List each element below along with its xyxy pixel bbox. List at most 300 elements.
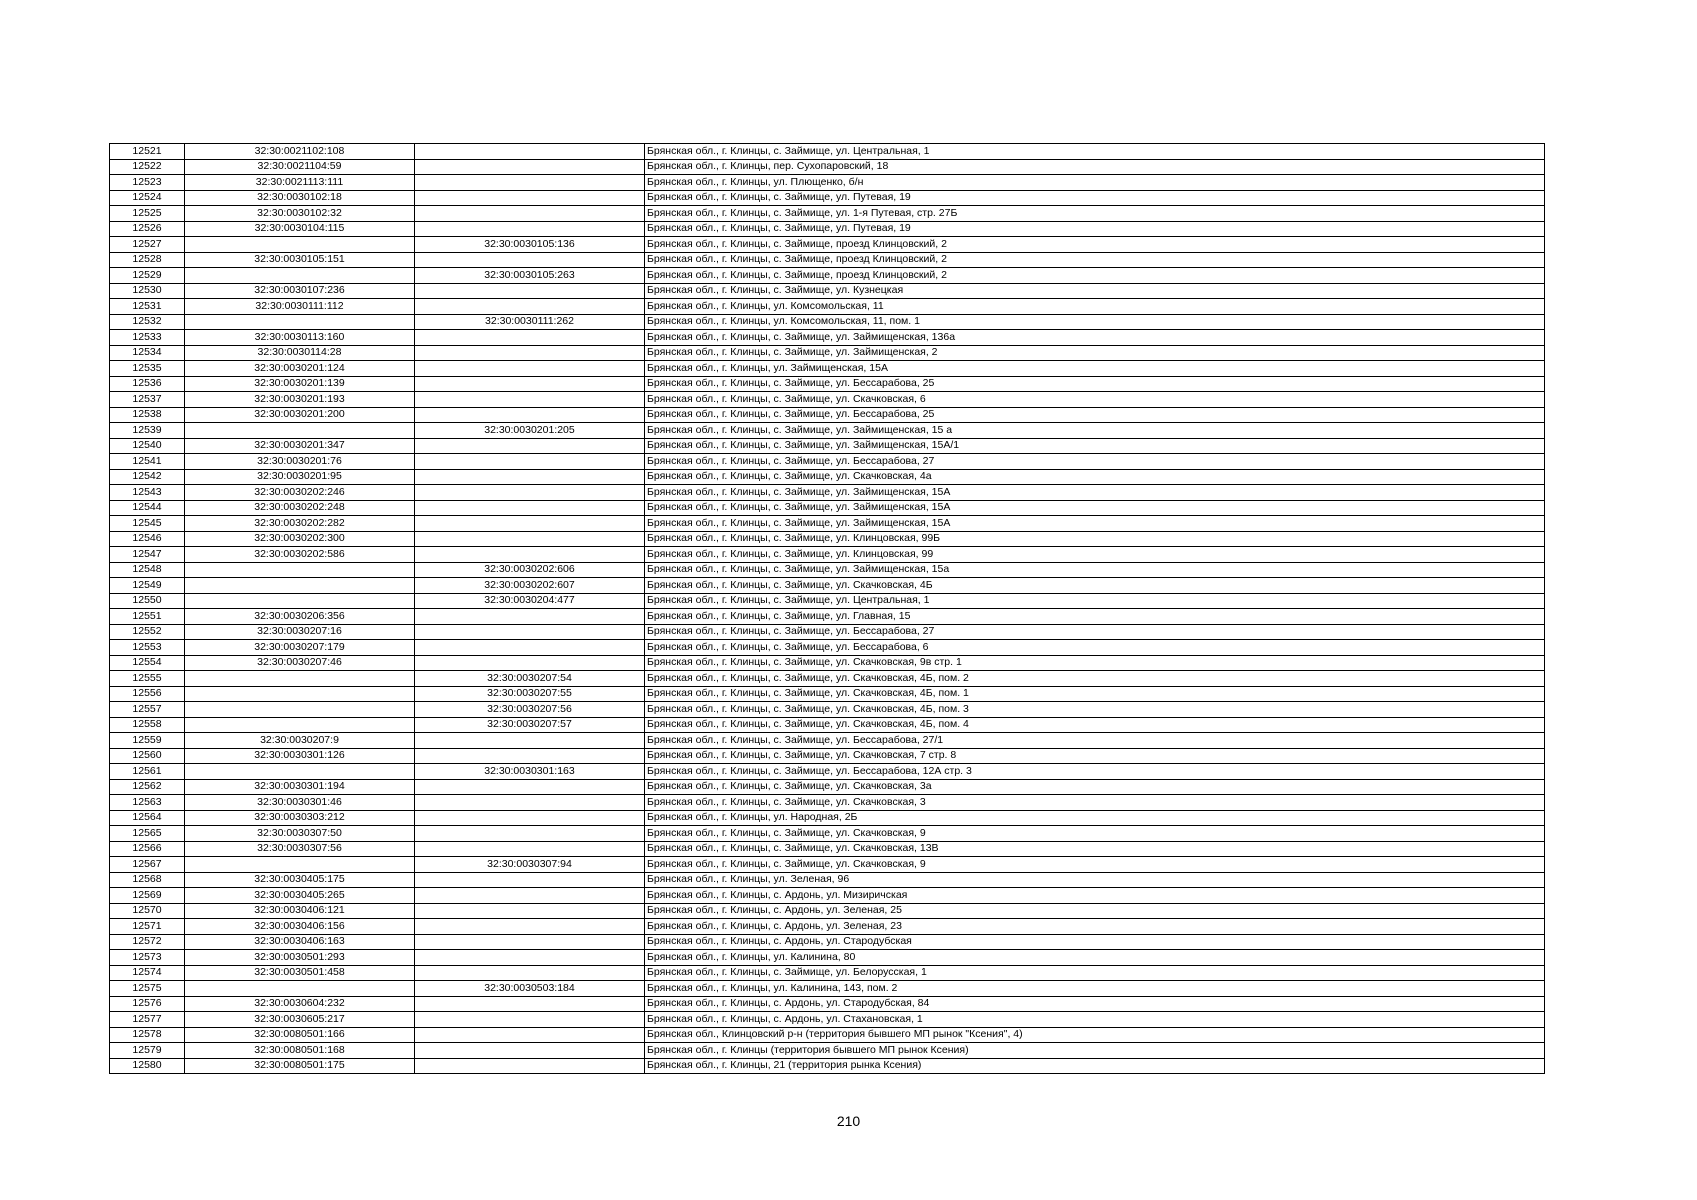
table-row (110, 175, 1545, 191)
cadastral-number-alt-cell: 32:30:0030105:136 (415, 237, 645, 253)
cadastral-number-cell: 32:30:0030201:347 (185, 438, 415, 454)
row-number: 12536 (110, 376, 185, 392)
cadastral-number-cell: 32:30:0030201:200 (185, 407, 415, 423)
address-cell: Брянская обл., г. Клинцы, ул. Калинина, 80 (645, 950, 1545, 966)
cadastral-number-cell: 32:30:0021102:108 (185, 144, 415, 160)
address-cell: Брянская обл., г. Клинцы, ул. Займищенская, 15А (645, 361, 1545, 377)
address-cell: Брянская обл., г. Клинцы, с. Займище, ул. Займищенская, 15А (645, 485, 1545, 501)
row-number: 12521 (110, 144, 185, 160)
address-cell: Брянская обл., г. Клинцы, с. Займище, ул. Скачковская, 13В (645, 841, 1545, 857)
cadastral-number-cell: 32:30:0030201:95 (185, 469, 415, 485)
table-row (110, 609, 1545, 625)
address-cell: Брянская обл., г. Клинцы, с. Займище, ул. Скачковская, 6 (645, 392, 1545, 408)
table-row (110, 1027, 1545, 1043)
cadastral-number-alt-cell (415, 795, 645, 811)
cadastral-number-cell: 32:30:0030201:124 (185, 361, 415, 377)
table-row (110, 624, 1545, 640)
row-number: 12559 (110, 733, 185, 749)
cadastral-number-alt-cell (415, 779, 645, 795)
cadastral-number-cell: 32:30:0030207:9 (185, 733, 415, 749)
address-cell: Брянская обл., г. Клинцы, с. Займище, ул. Займищенская, 15А (645, 516, 1545, 532)
table-row (110, 640, 1545, 656)
row-number: 12552 (110, 624, 185, 640)
cadastral-number-cell (185, 857, 415, 873)
table-row (110, 1043, 1545, 1059)
cadastral-number-alt-cell (415, 733, 645, 749)
table-row (110, 748, 1545, 764)
row-number: 12538 (110, 407, 185, 423)
row-number: 12525 (110, 206, 185, 222)
address-cell: Брянская обл., г. Клинцы, с. Займище, ул. Бессарабова, 27/1 (645, 733, 1545, 749)
row-number: 12548 (110, 562, 185, 578)
cadastral-number-cell: 32:30:0030206:356 (185, 609, 415, 625)
cadastral-number-cell: 32:30:0030102:18 (185, 190, 415, 206)
row-number: 12543 (110, 485, 185, 501)
cadastral-number-alt-cell (415, 500, 645, 516)
cadastral-number-alt-cell (415, 841, 645, 857)
cadastral-number-alt-cell (415, 919, 645, 935)
row-number: 12549 (110, 578, 185, 594)
table-row (110, 221, 1545, 237)
cadastral-number-alt-cell (415, 485, 645, 501)
cadastral-number-alt-cell (415, 655, 645, 671)
cadastral-number-cell: 32:30:0080501:168 (185, 1043, 415, 1059)
row-number: 12542 (110, 469, 185, 485)
address-cell: Брянская обл., г. Клинцы, с. Займище, ул. Клинцовская, 99 (645, 547, 1545, 563)
cadastral-number-alt-cell: 32:30:0030201:205 (415, 423, 645, 439)
cadastral-number-cell: 32:30:0021113:111 (185, 175, 415, 191)
row-number: 12557 (110, 702, 185, 718)
address-cell: Брянская обл., г. Клинцы, с. Займище, ул. Скачковская, 4Б, пом. 1 (645, 686, 1545, 702)
row-number: 12578 (110, 1027, 185, 1043)
cadastral-number-cell: 32:30:0030605:217 (185, 1012, 415, 1028)
cadastral-number-cell: 32:30:0030104:115 (185, 221, 415, 237)
cadastral-number-cell: 32:30:0030501:458 (185, 965, 415, 981)
row-number: 12551 (110, 609, 185, 625)
table-row (110, 1058, 1545, 1074)
row-number: 12560 (110, 748, 185, 764)
cadastral-number-cell (185, 702, 415, 718)
address-cell: Брянская обл., г. Клинцы, ул. Зеленая, 96 (645, 872, 1545, 888)
row-number: 12554 (110, 655, 185, 671)
cadastral-number-alt-cell (415, 934, 645, 950)
cadastral-number-cell (185, 268, 415, 284)
table-row (110, 981, 1545, 997)
table-row (110, 686, 1545, 702)
address-cell: Брянская обл., г. Клинцы, ул. Комсомольская, 11 (645, 299, 1545, 315)
table-row (110, 252, 1545, 268)
table-row (110, 655, 1545, 671)
cadastral-number-alt-cell: 32:30:0030207:54 (415, 671, 645, 687)
row-number: 12534 (110, 345, 185, 361)
table-row (110, 407, 1545, 423)
cadastral-number-cell: 32:30:0030202:300 (185, 531, 415, 547)
cadastral-number-alt-cell (415, 252, 645, 268)
cadastral-number-alt-cell (415, 376, 645, 392)
row-number: 12529 (110, 268, 185, 284)
address-cell: Брянская обл., г. Клинцы, с. Займище, ул. Центральная, 1 (645, 593, 1545, 609)
table-row (110, 764, 1545, 780)
cadastral-number-cell: 32:30:0030301:46 (185, 795, 415, 811)
table-row (110, 314, 1545, 330)
row-number: 12571 (110, 919, 185, 935)
row-number: 12531 (110, 299, 185, 315)
row-number: 12523 (110, 175, 185, 191)
address-cell: Брянская обл., г. Клинцы, с. Займище, ул. Клинцовская, 99Б (645, 531, 1545, 547)
row-number: 12566 (110, 841, 185, 857)
row-number: 12540 (110, 438, 185, 454)
cadastral-number-cell (185, 686, 415, 702)
address-cell: Брянская обл., г. Клинцы, с. Займище, ул. Бессарабова, 25 (645, 376, 1545, 392)
row-number: 12565 (110, 826, 185, 842)
cadastral-number-cell (185, 593, 415, 609)
row-number: 12537 (110, 392, 185, 408)
cadastral-number-cell: 32:30:0030201:193 (185, 392, 415, 408)
table-row (110, 438, 1545, 454)
row-number: 12539 (110, 423, 185, 439)
cadastral-number-alt-cell (415, 454, 645, 470)
address-cell: Брянская обл., г. Клинцы, с. Займище, ул. Займищенская, 136а (645, 330, 1545, 346)
table-row (110, 392, 1545, 408)
table-row (110, 330, 1545, 346)
address-cell: Брянская обл., г. Клинцы, с. Займище, ул. Бессарабова, 27 (645, 454, 1545, 470)
table-row (110, 159, 1545, 175)
table-row (110, 516, 1545, 532)
address-cell: Брянская обл., г. Клинцы, с. Займище, ул. Белорусская, 1 (645, 965, 1545, 981)
address-cell: Брянская обл., г. Клинцы, с. Займище, ул. Скачковская, 4Б, пом. 2 (645, 671, 1545, 687)
row-number: 12524 (110, 190, 185, 206)
row-number: 12580 (110, 1058, 185, 1074)
cadastral-number-alt-cell (415, 190, 645, 206)
page-number: 210 (836, 1113, 861, 1129)
table-row (110, 841, 1545, 857)
address-cell: Брянская обл., г. Клинцы, ул. Комсомольская, 11, пом. 1 (645, 314, 1545, 330)
table-row (110, 376, 1545, 392)
cadastral-number-cell (185, 562, 415, 578)
cadastral-number-cell: 32:30:0030501:293 (185, 950, 415, 966)
cadastral-number-cell: 32:30:0030202:248 (185, 500, 415, 516)
table-row (110, 717, 1545, 733)
address-cell: Брянская обл., г. Клинцы, с. Займище, ул. Скачковская, 4а (645, 469, 1545, 485)
row-number: 12574 (110, 965, 185, 981)
address-cell: Брянская обл., г. Клинцы, пер. Сухопаровский, 18 (645, 159, 1545, 175)
address-cell: Брянская обл., г. Клинцы, с. Займище, ул. Займищенская, 15А/1 (645, 438, 1545, 454)
address-cell: Брянская обл., г. Клинцы, ул. Плющенко, б/н (645, 175, 1545, 191)
address-cell: Брянская обл., г. Клинцы, с. Займище, ул. Скачковская, 4Б (645, 578, 1545, 594)
cadastral-number-cell: 32:30:0030207:179 (185, 640, 415, 656)
table-row (110, 996, 1545, 1012)
row-number: 12572 (110, 934, 185, 950)
address-cell: Брянская обл., г. Клинцы, с. Займище, проезд Клинцовский, 2 (645, 252, 1545, 268)
table-row (110, 190, 1545, 206)
cadastral-number-cell: 32:30:0030207:46 (185, 655, 415, 671)
table-row (110, 826, 1545, 842)
row-number: 12541 (110, 454, 185, 470)
table-row (110, 547, 1545, 563)
table-row (110, 702, 1545, 718)
cadastral-number-alt-cell (415, 888, 645, 904)
row-number: 12568 (110, 872, 185, 888)
address-cell: Брянская обл., г. Клинцы, с. Займище, ул. Скачковская, 7 стр. 8 (645, 748, 1545, 764)
table-row (110, 283, 1545, 299)
table-row (110, 671, 1545, 687)
cadastral-number-alt-cell (415, 407, 645, 423)
cadastral-number-cell (185, 423, 415, 439)
address-cell: Брянская обл., г. Клинцы, с. Займище, ул. Займищенская, 15 а (645, 423, 1545, 439)
cadastral-number-alt-cell: 32:30:0030111:262 (415, 314, 645, 330)
address-cell: Брянская обл., г. Клинцы, с. Займище, ул. Бессарабова, 27 (645, 624, 1545, 640)
row-number: 12575 (110, 981, 185, 997)
cadastral-number-cell: 32:30:0030406:163 (185, 934, 415, 950)
address-cell: Брянская обл., г. Клинцы, с. Ардонь, ул. Стародубская (645, 934, 1545, 950)
row-number: 12530 (110, 283, 185, 299)
row-number: 12526 (110, 221, 185, 237)
cadastral-number-cell: 32:30:0030303:212 (185, 810, 415, 826)
table-row (110, 361, 1545, 377)
table-row (110, 593, 1545, 609)
cadastral-number-alt-cell (415, 283, 645, 299)
row-number: 12545 (110, 516, 185, 532)
table-row (110, 562, 1545, 578)
row-number: 12563 (110, 795, 185, 811)
address-cell: Брянская обл., г. Клинцы, с. Займище, ул. Бессарабова, 6 (645, 640, 1545, 656)
row-number: 12532 (110, 314, 185, 330)
row-number: 12546 (110, 531, 185, 547)
cadastral-number-alt-cell (415, 206, 645, 222)
cadastral-number-alt-cell: 32:30:0030307:94 (415, 857, 645, 873)
row-number: 12573 (110, 950, 185, 966)
address-cell: Брянская обл., г. Клинцы, с. Ардонь, ул. Зеленая, 25 (645, 903, 1545, 919)
cadastral-number-cell: 32:30:0030107:236 (185, 283, 415, 299)
cadastral-number-alt-cell (415, 221, 645, 237)
address-cell: Брянская обл., г. Клинцы (территория бывшего МП рынок Ксения) (645, 1043, 1545, 1059)
cadastral-number-cell: 32:30:0030307:50 (185, 826, 415, 842)
address-cell: Брянская обл., г. Клинцы, с. Ардонь, ул. Зеленая, 23 (645, 919, 1545, 935)
cadastral-number-alt-cell (415, 144, 645, 160)
cadastral-number-cell: 32:30:0030111:112 (185, 299, 415, 315)
cadastral-number-cell: 32:30:0030406:121 (185, 903, 415, 919)
cadastral-number-cell (185, 717, 415, 733)
address-cell: Брянская обл., г. Клинцы, с. Займище, ул. Скачковская, 9 (645, 826, 1545, 842)
cadastral-number-alt-cell (415, 1027, 645, 1043)
cadastral-number-alt-cell (415, 531, 645, 547)
table-row (110, 950, 1545, 966)
row-number: 12544 (110, 500, 185, 516)
cadastral-number-cell (185, 237, 415, 253)
cadastral-number-cell: 32:30:0030114:28 (185, 345, 415, 361)
table-row (110, 965, 1545, 981)
cadastral-number-cell: 32:30:0030301:194 (185, 779, 415, 795)
address-cell: Брянская обл., г. Клинцы, с. Ардонь, ул. Стахановская, 1 (645, 1012, 1545, 1028)
row-number: 12569 (110, 888, 185, 904)
cadastral-number-cell: 32:30:0030406:156 (185, 919, 415, 935)
cadastral-number-alt-cell (415, 872, 645, 888)
address-cell: Брянская обл., г. Клинцы, с. Займище, ул. Скачковская, 9в стр. 1 (645, 655, 1545, 671)
table-row (110, 454, 1545, 470)
row-number: 12558 (110, 717, 185, 733)
address-cell: Брянская обл., Клинцовский р-н (территория бывшего МП рынок "Ксения", 4) (645, 1027, 1545, 1043)
table-row (110, 144, 1545, 160)
table-row (110, 485, 1545, 501)
cadastral-number-cell: 32:30:0021104:59 (185, 159, 415, 175)
register-body (110, 144, 1545, 1074)
cadastral-number-cell: 32:30:0030202:282 (185, 516, 415, 532)
cadastral-number-cell: 32:30:0030102:32 (185, 206, 415, 222)
cadastral-number-cell: 32:30:0030202:246 (185, 485, 415, 501)
address-cell: Брянская обл., г. Клинцы, ул. Народная, 2Б (645, 810, 1545, 826)
cadastral-number-alt-cell: 32:30:0030207:55 (415, 686, 645, 702)
cadastral-number-cell: 32:30:0030405:175 (185, 872, 415, 888)
row-number: 12550 (110, 593, 185, 609)
cadastral-number-alt-cell (415, 345, 645, 361)
address-cell: Брянская обл., г. Клинцы, с. Займище, проезд Клинцовский, 2 (645, 268, 1545, 284)
cadastral-number-cell: 32:30:0030307:56 (185, 841, 415, 857)
row-number: 12556 (110, 686, 185, 702)
cadastral-number-cell (185, 578, 415, 594)
address-cell: Брянская обл., г. Клинцы, с. Ардонь, ул. Мизиричская (645, 888, 1545, 904)
address-cell: Брянская обл., г. Клинцы, ул. Калинина, 143, пом. 2 (645, 981, 1545, 997)
address-cell: Брянская обл., г. Клинцы, с. Займище, ул. Путевая, 19 (645, 221, 1545, 237)
row-number: 12555 (110, 671, 185, 687)
address-cell: Брянская обл., г. Клинцы, с. Займище, ул. 1-я Путевая, стр. 27Б (645, 206, 1545, 222)
cadastral-number-alt-cell (415, 996, 645, 1012)
cadastral-number-alt-cell (415, 903, 645, 919)
table-row (110, 237, 1545, 253)
cadastral-number-cell: 32:30:0030405:265 (185, 888, 415, 904)
table-row (110, 934, 1545, 950)
cadastral-number-cell: 32:30:0080501:175 (185, 1058, 415, 1074)
cadastral-number-cell: 32:30:0030604:232 (185, 996, 415, 1012)
address-cell: Брянская обл., г. Клинцы, с. Займище, ул. Скачковская, 9 (645, 857, 1545, 873)
cadastral-number-alt-cell (415, 438, 645, 454)
table-row (110, 888, 1545, 904)
cadastral-number-alt-cell (415, 810, 645, 826)
row-number: 12535 (110, 361, 185, 377)
table-row (110, 268, 1545, 284)
table-row (110, 795, 1545, 811)
address-cell: Брянская обл., г. Клинцы, 21 (территория рынка Ксения) (645, 1058, 1545, 1074)
cadastral-number-alt-cell (415, 826, 645, 842)
row-number: 12576 (110, 996, 185, 1012)
row-number: 12547 (110, 547, 185, 563)
cadastral-number-alt-cell (415, 361, 645, 377)
table-row (110, 779, 1545, 795)
address-cell: Брянская обл., г. Клинцы, с. Займище, ул. Займищенская, 15А (645, 500, 1545, 516)
row-number: 12562 (110, 779, 185, 795)
address-cell: Брянская обл., г. Клинцы, с. Ардонь, ул. Стародубская, 84 (645, 996, 1545, 1012)
cadastral-number-cell: 32:30:0030201:76 (185, 454, 415, 470)
table-row (110, 345, 1545, 361)
address-cell: Брянская обл., г. Клинцы, с. Займище, ул. Займищенская, 2 (645, 345, 1545, 361)
cadastral-number-alt-cell (415, 640, 645, 656)
address-cell: Брянская обл., г. Клинцы, с. Займище, ул. Скачковская, 3 (645, 795, 1545, 811)
cadastral-number-cell: 32:30:0030105:151 (185, 252, 415, 268)
row-number: 12553 (110, 640, 185, 656)
cadastral-number-cell: 32:30:0030207:16 (185, 624, 415, 640)
table-row (110, 500, 1545, 516)
cadastral-number-alt-cell: 32:30:0030207:56 (415, 702, 645, 718)
table-row (110, 206, 1545, 222)
row-number: 12567 (110, 857, 185, 873)
address-cell: Брянская обл., г. Клинцы, с. Займище, ул. Скачковская, 4Б, пом. 4 (645, 717, 1545, 733)
cadastral-number-cell: 32:30:0080501:166 (185, 1027, 415, 1043)
cadastral-number-alt-cell: 32:30:0030301:163 (415, 764, 645, 780)
table-row (110, 733, 1545, 749)
cadastral-number-alt-cell (415, 748, 645, 764)
cadastral-number-alt-cell (415, 624, 645, 640)
cadastral-number-cell (185, 981, 415, 997)
cadastral-number-cell: 32:30:0030202:586 (185, 547, 415, 563)
row-number: 12522 (110, 159, 185, 175)
cadastral-number-alt-cell (415, 516, 645, 532)
cadastral-number-cell (185, 671, 415, 687)
cadastral-number-alt-cell (415, 392, 645, 408)
table-row (110, 423, 1545, 439)
table-row (110, 469, 1545, 485)
table-row (110, 299, 1545, 315)
row-number: 12570 (110, 903, 185, 919)
cadastral-number-alt-cell: 32:30:0030503:184 (415, 981, 645, 997)
cadastral-number-alt-cell (415, 609, 645, 625)
cadastral-number-alt-cell (415, 1012, 645, 1028)
table-row (110, 903, 1545, 919)
register-table (109, 143, 1545, 1074)
cadastral-number-alt-cell: 32:30:0030207:57 (415, 717, 645, 733)
cadastral-number-alt-cell: 32:30:0030204:477 (415, 593, 645, 609)
address-cell: Брянская обл., г. Клинцы, с. Займище, ул. Скачковская, 3а (645, 779, 1545, 795)
row-number: 12527 (110, 237, 185, 253)
cadastral-number-alt-cell (415, 547, 645, 563)
cadastral-number-alt-cell: 32:30:0030202:606 (415, 562, 645, 578)
cadastral-number-alt-cell (415, 950, 645, 966)
cadastral-number-alt-cell (415, 299, 645, 315)
cadastral-number-alt-cell (415, 1043, 645, 1059)
address-cell: Брянская обл., г. Клинцы, с. Займище, ул. Путевая, 19 (645, 190, 1545, 206)
cadastral-number-cell: 32:30:0030301:126 (185, 748, 415, 764)
row-number: 12561 (110, 764, 185, 780)
table-row (110, 1012, 1545, 1028)
table-row (110, 919, 1545, 935)
cadastral-number-alt-cell (415, 175, 645, 191)
cadastral-number-alt-cell (415, 330, 645, 346)
row-number: 12533 (110, 330, 185, 346)
cadastral-number-cell: 32:30:0030113:160 (185, 330, 415, 346)
row-number: 12564 (110, 810, 185, 826)
cadastral-number-alt-cell (415, 965, 645, 981)
cadastral-number-cell (185, 314, 415, 330)
address-cell: Брянская обл., г. Клинцы, с. Займище, ул. Кузнецкая (645, 283, 1545, 299)
cadastral-number-alt-cell: 32:30:0030105:263 (415, 268, 645, 284)
address-cell: Брянская обл., г. Клинцы, с. Займище, ул. Займищенская, 15а (645, 562, 1545, 578)
address-cell: Брянская обл., г. Клинцы, с. Займище, проезд Клинцовский, 2 (645, 237, 1545, 253)
row-number: 12579 (110, 1043, 185, 1059)
cadastral-number-alt-cell (415, 159, 645, 175)
address-cell: Брянская обл., г. Клинцы, с. Займище, ул. Бессарабова, 12А стр. 3 (645, 764, 1545, 780)
cadastral-number-cell (185, 764, 415, 780)
address-cell: Брянская обл., г. Клинцы, с. Займище, ул. Центральная, 1 (645, 144, 1545, 160)
cadastral-number-alt-cell: 32:30:0030202:607 (415, 578, 645, 594)
cadastral-number-alt-cell (415, 469, 645, 485)
row-number: 12577 (110, 1012, 185, 1028)
table-row (110, 810, 1545, 826)
cadastral-number-alt-cell (415, 1058, 645, 1074)
address-cell: Брянская обл., г. Клинцы, с. Займище, ул. Бессарабова, 25 (645, 407, 1545, 423)
row-number: 12528 (110, 252, 185, 268)
address-cell: Брянская обл., г. Клинцы, с. Займище, ул. Скачковская, 4Б, пом. 3 (645, 702, 1545, 718)
cadastral-number-cell: 32:30:0030201:139 (185, 376, 415, 392)
table-row (110, 857, 1545, 873)
address-cell: Брянская обл., г. Клинцы, с. Займище, ул. Главная, 15 (645, 609, 1545, 625)
